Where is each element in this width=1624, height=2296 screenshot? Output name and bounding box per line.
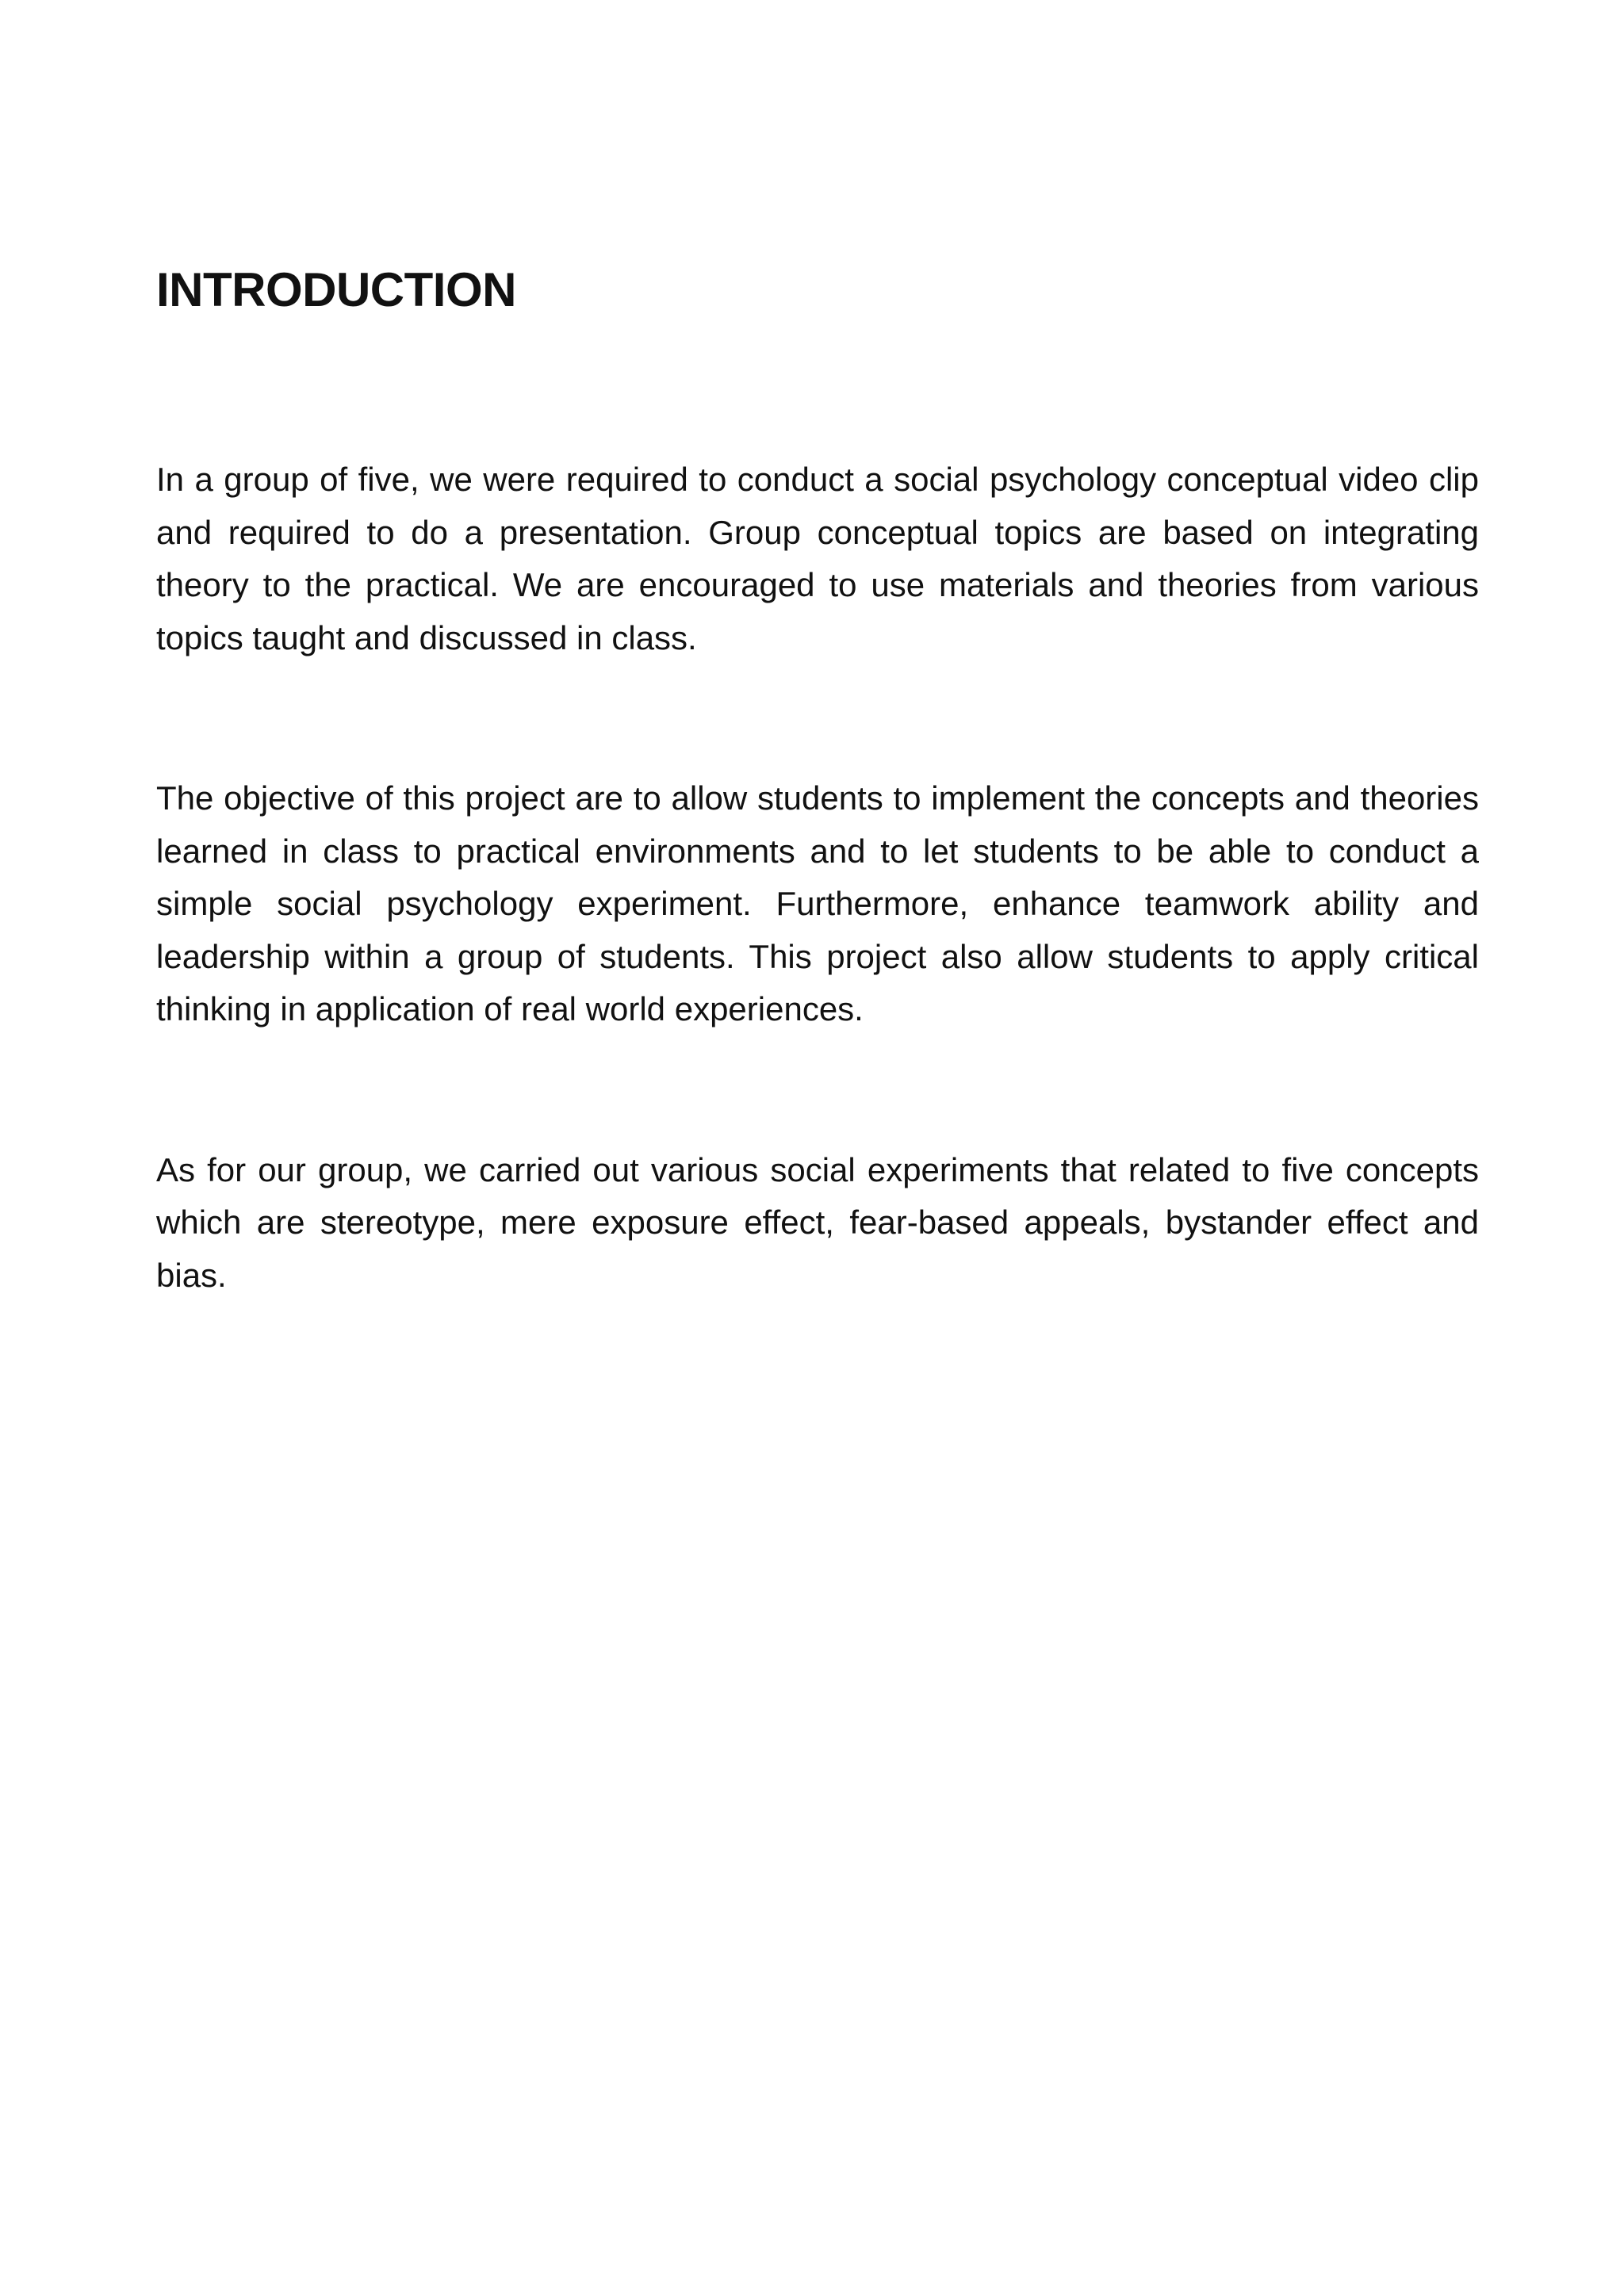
- page-content: [156, 262, 1479, 1302]
- section-heading: INTRODUCTION: [156, 263, 516, 316]
- paragraph-experiments: As for our group, we carried out various social experiments that related to five concepts which are stereotype, mere exposure effect, fear-based appeals, bystander effect and bias.: [156, 1150, 1479, 1294]
- paragraph-group-task: In a group of five, we were required to conduct a social psychology conceptual video clip and required to do a presentation. Group conceptual topics are based on integrating theory to the practical. We are encouraged to use materials and theories from various topics taught and discussed in class.: [156, 461, 1479, 656]
- paragraph-objective: The objective of this project are to allow students to implement the concepts and theories learned in class to practical environments and to let students to be able to conduct a simple social psychology experiment. Furthermore, enhance teamwork ability and leadership within a group of students. This project also allow students to apply critical thinking in application of real world experiences.: [156, 779, 1479, 1027]
